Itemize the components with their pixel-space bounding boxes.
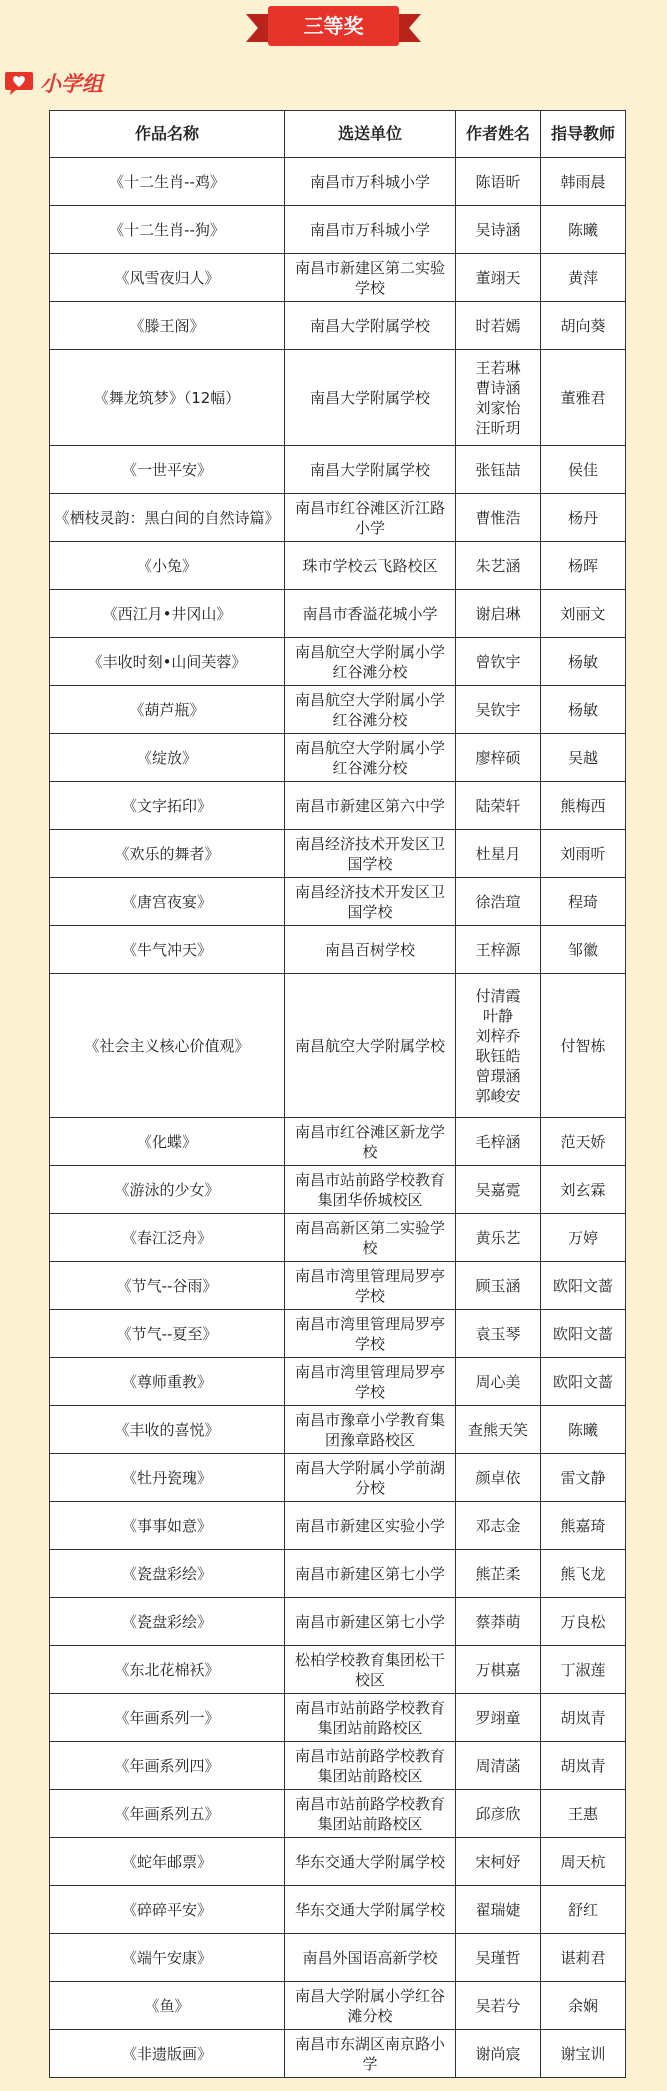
work-cell: 《牛气冲天》 (50, 926, 285, 974)
author-cell: 熊芷柔 (456, 1550, 541, 1598)
table-row (50, 1886, 626, 1934)
table-row (50, 830, 626, 878)
author-cell: 王梓源 (456, 926, 541, 974)
award-banner (0, 0, 667, 60)
unit-cell: 南昌市新建区第七小学 (285, 1598, 456, 1646)
work-cell: 《丰收时刻•山间芙蓉》 (50, 638, 285, 686)
teacher-cell: 熊嘉琦 (541, 1502, 626, 1550)
table-row (50, 1358, 626, 1406)
author-cell: 万棋嘉 (456, 1646, 541, 1694)
table-row (50, 446, 626, 494)
table-row (50, 1406, 626, 1454)
unit-cell: 南昌航空大学附属小学红谷滩分校 (285, 734, 456, 782)
teacher-cell: 陈曦 (541, 1406, 626, 1454)
table-row (50, 782, 626, 830)
table-row (50, 1742, 626, 1790)
unit-cell: 松柏学校教育集团松干校区 (285, 1646, 456, 1694)
teacher-cell: 刘玄霖 (541, 1166, 626, 1214)
unit-cell: 南昌大学附属学校 (285, 446, 456, 494)
work-cell: 《年画系列五》 (50, 1790, 285, 1838)
unit-cell: 南昌市新建区第二实验学校 (285, 254, 456, 302)
unit-cell: 南昌百树学校 (285, 926, 456, 974)
author-cell: 董翊天 (456, 254, 541, 302)
teacher-cell: 万良松 (541, 1598, 626, 1646)
work-cell: 《尊师重教》 (50, 1358, 285, 1406)
table-row (50, 638, 626, 686)
author-cell: 吴嘉霓 (456, 1166, 541, 1214)
work-cell: 《春江泛舟》 (50, 1214, 285, 1262)
work-cell: 《鱼》 (50, 1982, 285, 2030)
teacher-cell: 雷文静 (541, 1454, 626, 1502)
table-row (50, 1454, 626, 1502)
teacher-cell: 杨敏 (541, 686, 626, 734)
teacher-cell: 胡岚青 (541, 1742, 626, 1790)
unit-cell: 南昌大学附属学校 (285, 350, 456, 446)
section-header (4, 68, 103, 98)
work-cell: 《化蝶》 (50, 1118, 285, 1166)
table-row (50, 1790, 626, 1838)
work-cell: 《事事如意》 (50, 1502, 285, 1550)
unit-cell: 南昌市湾里管理局罗亭学校 (285, 1262, 456, 1310)
table-row (50, 2030, 626, 2078)
work-cell: 《社会主义核心价值观》 (50, 974, 285, 1118)
author-cell: 张钰喆 (456, 446, 541, 494)
table-row (50, 494, 626, 542)
author-cell: 吴若兮 (456, 1982, 541, 2030)
author-cell: 蔡莽萌 (456, 1598, 541, 1646)
work-cell: 《栖枝灵韵：黑白间的自然诗篇》 (50, 494, 285, 542)
author-cell: 曹惟浩 (456, 494, 541, 542)
work-cell: 《滕王阁》 (50, 302, 285, 350)
teacher-cell: 欧阳文蔷 (541, 1358, 626, 1406)
teacher-cell: 余娴 (541, 1982, 626, 2030)
header-work: 作品名称 (50, 111, 285, 158)
teacher-cell: 范天娇 (541, 1118, 626, 1166)
unit-cell: 南昌市红谷滩区沂江路小学 (285, 494, 456, 542)
author-cell: 谢启琳 (456, 590, 541, 638)
teacher-cell: 侯佳 (541, 446, 626, 494)
teacher-cell: 欧阳文蔷 (541, 1262, 626, 1310)
author-cell: 付清霞 叶静 刘梓乔 耿钰皓 曾璟涵 郭峻安 (456, 974, 541, 1118)
author-cell: 顾玉涵 (456, 1262, 541, 1310)
unit-cell: 南昌市红谷滩区新龙学校 (285, 1118, 456, 1166)
work-cell: 《绽放》 (50, 734, 285, 782)
work-cell: 《唐宫夜宴》 (50, 878, 285, 926)
table-row (50, 1262, 626, 1310)
work-cell: 《西江月•井冈山》 (50, 590, 285, 638)
table-row (50, 1502, 626, 1550)
header-unit: 选送单位 (285, 111, 456, 158)
teacher-cell: 王惠 (541, 1790, 626, 1838)
work-cell: 《葫芦瓶》 (50, 686, 285, 734)
header-author: 作者姓名 (456, 111, 541, 158)
author-cell: 袁玉琴 (456, 1310, 541, 1358)
teacher-cell: 熊梅西 (541, 782, 626, 830)
author-cell: 毛梓涵 (456, 1118, 541, 1166)
work-cell: 《节气--谷雨》 (50, 1262, 285, 1310)
author-cell: 时若嫣 (456, 302, 541, 350)
author-cell: 邱彦欣 (456, 1790, 541, 1838)
table-row (50, 1838, 626, 1886)
teacher-cell: 刘雨听 (541, 830, 626, 878)
unit-cell: 南昌市香溢花城小学 (285, 590, 456, 638)
author-cell: 颜卓依 (456, 1454, 541, 1502)
table-row (50, 1166, 626, 1214)
teacher-cell: 董雅君 (541, 350, 626, 446)
unit-cell: 珠市学校云飞路校区 (285, 542, 456, 590)
teacher-cell: 杨敏 (541, 638, 626, 686)
table-header-row (50, 111, 626, 158)
work-cell: 《节气--夏至》 (50, 1310, 285, 1358)
author-cell: 王若琳 曹诗涵 刘家怡 汪昕玥 (456, 350, 541, 446)
work-cell: 《碎碎平安》 (50, 1886, 285, 1934)
teacher-cell: 欧阳文蔷 (541, 1310, 626, 1358)
work-cell: 《瓷盘彩绘》 (50, 1550, 285, 1598)
work-cell: 《丰收的喜悦》 (50, 1406, 285, 1454)
award-title: 三等奖 (268, 6, 399, 46)
author-cell: 罗翊童 (456, 1694, 541, 1742)
table-row (50, 1310, 626, 1358)
author-cell: 陆荣轩 (456, 782, 541, 830)
author-cell: 朱艺涵 (456, 542, 541, 590)
unit-cell: 华东交通大学附属学校 (285, 1838, 456, 1886)
author-cell: 吴瑾哲 (456, 1934, 541, 1982)
work-cell: 《瓷盘彩绘》 (50, 1598, 285, 1646)
work-cell: 《非遗版画》 (50, 2030, 285, 2078)
work-cell: 《年画系列一》 (50, 1694, 285, 1742)
work-cell: 《小兔》 (50, 542, 285, 590)
table-row (50, 1934, 626, 1982)
table-body (50, 158, 626, 2078)
unit-cell: 南昌市湾里管理局罗亭学校 (285, 1358, 456, 1406)
work-cell: 《十二生肖--鸡》 (50, 158, 285, 206)
table-row (50, 1550, 626, 1598)
teacher-cell: 谌莉君 (541, 1934, 626, 1982)
table-row (50, 974, 626, 1118)
unit-cell: 南昌市豫章小学教育集团豫章路校区 (285, 1406, 456, 1454)
author-cell: 查熊天笑 (456, 1406, 541, 1454)
author-cell: 吴诗涵 (456, 206, 541, 254)
unit-cell: 南昌高新区第二实验学校 (285, 1214, 456, 1262)
teacher-cell: 黄萍 (541, 254, 626, 302)
unit-cell: 南昌市新建区实验小学 (285, 1502, 456, 1550)
author-cell: 吴钦宇 (456, 686, 541, 734)
unit-cell: 南昌航空大学附属小学红谷滩分校 (285, 686, 456, 734)
author-cell: 黄乐艺 (456, 1214, 541, 1262)
author-cell: 翟瑞婕 (456, 1886, 541, 1934)
table-row (50, 686, 626, 734)
table-row (50, 1214, 626, 1262)
teacher-cell: 周天杭 (541, 1838, 626, 1886)
table-row (50, 1598, 626, 1646)
teacher-cell: 程琦 (541, 878, 626, 926)
unit-cell: 南昌外国语高新学校 (285, 1934, 456, 1982)
table-row (50, 1646, 626, 1694)
teacher-cell: 杨晖 (541, 542, 626, 590)
unit-cell: 南昌市站前路学校教育集团站前路校区 (285, 1742, 456, 1790)
unit-cell: 南昌大学附属学校 (285, 302, 456, 350)
unit-cell: 南昌市万科城小学 (285, 158, 456, 206)
unit-cell: 南昌市万科城小学 (285, 206, 456, 254)
work-cell: 《舞龙筑梦》（12幅） (50, 350, 285, 446)
banner-ribbon-left (246, 14, 270, 42)
teacher-cell: 胡向葵 (541, 302, 626, 350)
banner-ribbon-right (397, 14, 421, 42)
teacher-cell: 吴越 (541, 734, 626, 782)
work-cell: 《一世平安》 (50, 446, 285, 494)
teacher-cell: 邹徽 (541, 926, 626, 974)
unit-cell: 南昌市新建区第七小学 (285, 1550, 456, 1598)
table-row (50, 206, 626, 254)
teacher-cell: 刘丽文 (541, 590, 626, 638)
teacher-cell: 谢宝训 (541, 2030, 626, 2078)
teacher-cell: 韩雨晨 (541, 158, 626, 206)
author-cell: 杜星月 (456, 830, 541, 878)
work-cell: 《风雪夜归人》 (50, 254, 285, 302)
work-cell: 《端午安康》 (50, 1934, 285, 1982)
unit-cell: 南昌经济技术开发区卫国学校 (285, 878, 456, 926)
table-row (50, 590, 626, 638)
teacher-cell: 丁淑莲 (541, 1646, 626, 1694)
table-row (50, 302, 626, 350)
author-cell: 邓志金 (456, 1502, 541, 1550)
work-cell: 《年画系列四》 (50, 1742, 285, 1790)
work-cell: 《牡丹瓷瑰》 (50, 1454, 285, 1502)
work-cell: 《东北花棉袄》 (50, 1646, 285, 1694)
author-cell: 周心美 (456, 1358, 541, 1406)
unit-cell: 南昌市站前路学校教育集团华侨城校区 (285, 1166, 456, 1214)
teacher-cell: 舒红 (541, 1886, 626, 1934)
table-row (50, 350, 626, 446)
unit-cell: 南昌大学附属小学红谷滩分校 (285, 1982, 456, 2030)
table-row (50, 734, 626, 782)
table-row (50, 1982, 626, 2030)
author-cell: 曾钦宇 (456, 638, 541, 686)
section-title: 小学组 (40, 72, 103, 96)
teacher-cell: 陈曦 (541, 206, 626, 254)
work-cell: 《欢乐的舞者》 (50, 830, 285, 878)
teacher-cell: 万婷 (541, 1214, 626, 1262)
author-cell: 陈语昕 (456, 158, 541, 206)
header-teacher: 指导教师 (541, 111, 626, 158)
unit-cell: 南昌市湾里管理局罗亭学校 (285, 1310, 456, 1358)
unit-cell: 南昌航空大学附属学校 (285, 974, 456, 1118)
author-cell: 徐浩瑄 (456, 878, 541, 926)
awards-table (49, 110, 626, 2078)
unit-cell: 华东交通大学附属学校 (285, 1886, 456, 1934)
work-cell: 《十二生肖--狗》 (50, 206, 285, 254)
unit-cell: 南昌市新建区第六中学 (285, 782, 456, 830)
table-row (50, 254, 626, 302)
table-row (50, 878, 626, 926)
teacher-cell: 付智栋 (541, 974, 626, 1118)
heart-chat-icon (4, 68, 34, 98)
author-cell: 宋柯妤 (456, 1838, 541, 1886)
table-row (50, 1694, 626, 1742)
unit-cell: 南昌航空大学附属小学红谷滩分校 (285, 638, 456, 686)
unit-cell: 南昌市东湖区南京路小学 (285, 2030, 456, 2078)
unit-cell: 南昌大学附属小学前湖分校 (285, 1454, 456, 1502)
teacher-cell: 胡岚青 (541, 1694, 626, 1742)
author-cell: 周清菡 (456, 1742, 541, 1790)
work-cell: 《文字拓印》 (50, 782, 285, 830)
table-row (50, 1118, 626, 1166)
author-cell: 谢尚宸 (456, 2030, 541, 2078)
work-cell: 《蛇年邮票》 (50, 1838, 285, 1886)
unit-cell: 南昌市站前路学校教育集团站前路校区 (285, 1694, 456, 1742)
unit-cell: 南昌经济技术开发区卫国学校 (285, 830, 456, 878)
work-cell: 《游泳的少女》 (50, 1166, 285, 1214)
table-row (50, 158, 626, 206)
teacher-cell: 杨丹 (541, 494, 626, 542)
author-cell: 廖梓硕 (456, 734, 541, 782)
unit-cell: 南昌市站前路学校教育集团站前路校区 (285, 1790, 456, 1838)
table-row (50, 542, 626, 590)
table-row (50, 926, 626, 974)
teacher-cell: 熊飞龙 (541, 1550, 626, 1598)
